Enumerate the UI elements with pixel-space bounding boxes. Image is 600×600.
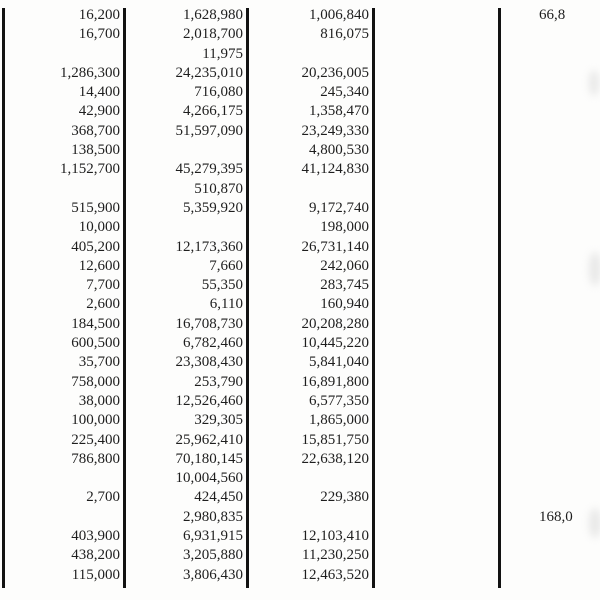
cell-col3: 4,800,530 — [309, 142, 369, 159]
cell-col3: 229,380 — [320, 489, 369, 506]
cell-col4 — [373, 295, 600, 314]
cell-col2: 55,350 — [201, 277, 243, 294]
cell-col4 — [373, 450, 600, 469]
table-row — [0, 64, 600, 83]
cell-col1: 12,600 — [78, 257, 120, 274]
cell-col4 — [373, 315, 600, 334]
table-row — [0, 431, 600, 450]
cell-col2: 6,782,460 — [183, 335, 243, 352]
cell-col4 — [373, 64, 600, 83]
table-row — [0, 566, 600, 585]
cell-col4 — [373, 199, 600, 218]
cell-col3: 22,638,120 — [301, 450, 369, 467]
cell-col4 — [373, 334, 600, 353]
cell-col4 — [373, 102, 600, 121]
cell-col2: 51,597,090 — [175, 122, 243, 139]
cell-col1: 10,000 — [78, 219, 120, 236]
cell-col1: 758,000 — [71, 373, 120, 390]
cell-col4 — [373, 238, 600, 257]
cell-col1 — [0, 469, 123, 488]
cell-col2 — [123, 141, 246, 160]
table-row — [0, 180, 600, 199]
cell-col4 — [373, 141, 600, 160]
cell-col3: 1,006,840 — [309, 7, 369, 23]
cell-col2: 6,110 — [209, 296, 243, 313]
cell-col3: 20,236,005 — [301, 64, 369, 81]
cell-col3: 160,940 — [320, 296, 369, 313]
cell-col4 — [373, 83, 600, 102]
cell-col3: 16,891,800 — [301, 373, 369, 390]
cell-col2: 45,279,395 — [175, 161, 243, 178]
table-row — [0, 83, 600, 102]
cell-col1: 16,200 — [78, 7, 120, 23]
cell-col4 — [373, 276, 600, 295]
cell-col1 — [0, 508, 123, 527]
cell-col3 — [246, 45, 373, 64]
cell-col3: 26,731,140 — [301, 238, 369, 255]
table-row — [0, 25, 600, 44]
table-row — [0, 295, 600, 314]
table-row — [0, 199, 600, 218]
cell-col2: 6,931,915 — [183, 528, 243, 545]
table-row — [0, 45, 600, 64]
cell-col4 — [373, 546, 600, 565]
cell-col2: 1,628,980 — [183, 7, 243, 23]
cell-col3: 15,851,750 — [301, 431, 369, 448]
cell-col1: 786,800 — [71, 450, 120, 467]
cell-col2: 2,980,835 — [183, 508, 243, 525]
cell-col3: 283,745 — [320, 277, 369, 294]
cell-col2: 4,266,175 — [183, 103, 243, 120]
cell-col3: 1,865,000 — [309, 412, 369, 429]
cell-col3: 12,103,410 — [301, 528, 369, 545]
cell-col1: 225,400 — [71, 431, 120, 448]
cell-col3: 12,463,520 — [301, 566, 369, 583]
cell-col4 — [373, 353, 600, 372]
cell-col2: 716,080 — [194, 84, 243, 101]
cell-col1: 368,700 — [71, 122, 120, 139]
cell-col2: 12,173,360 — [175, 238, 243, 255]
cell-col2: 25,962,410 — [175, 431, 243, 448]
cell-col3: 242,060 — [320, 257, 369, 274]
cell-col4 — [373, 122, 600, 141]
cell-col3 — [246, 508, 373, 527]
table-row — [0, 160, 600, 179]
cell-col3: 198,000 — [320, 219, 369, 236]
cell-col4 — [373, 218, 600, 237]
cell-col3: 23,249,330 — [301, 122, 369, 139]
cell-col4 — [373, 373, 600, 392]
table-row — [0, 527, 600, 546]
cell-col3: 11,230,250 — [302, 547, 369, 564]
table-row — [0, 353, 600, 372]
cell-col1: 600,500 — [71, 335, 120, 352]
cell-col4 — [373, 257, 600, 276]
cell-col2: 70,180,145 — [175, 450, 243, 467]
cell-col1: 2,700 — [86, 489, 120, 506]
cell-col2: 329,305 — [194, 412, 243, 429]
cell-col1: 115,000 — [71, 566, 120, 583]
ledger-table-body — [0, 6, 600, 585]
table-row — [0, 122, 600, 141]
cell-col4 — [373, 469, 600, 488]
table-row — [0, 392, 600, 411]
cell-col1: 14,400 — [78, 84, 120, 101]
cell-col1: 2,600 — [86, 296, 120, 313]
cell-col2: 2,018,700 — [183, 26, 243, 43]
cell-col1: 35,700 — [78, 354, 120, 371]
cell-col2: 3,205,880 — [183, 547, 243, 564]
cell-col1: 403,900 — [71, 528, 120, 545]
cell-col4 — [373, 527, 600, 546]
cell-col3: 245,340 — [320, 84, 369, 101]
cell-col1: 16,700 — [78, 26, 120, 43]
cell-col1: 42,900 — [78, 103, 120, 120]
cell-col1: 138,500 — [71, 142, 120, 159]
table-row — [0, 257, 600, 276]
table-row — [0, 450, 600, 469]
cell-col2: 12,526,460 — [175, 392, 243, 409]
cell-col4: 168,0 — [539, 508, 573, 525]
cell-col4 — [373, 45, 600, 64]
table-row — [0, 6, 600, 25]
cell-col2: 10,004,560 — [175, 470, 243, 487]
cell-col4 — [373, 160, 600, 179]
cell-col2 — [123, 218, 246, 237]
cell-col2: 510,870 — [194, 180, 243, 197]
table-row — [0, 141, 600, 160]
cell-col1 — [0, 45, 123, 64]
cell-col4 — [373, 566, 600, 585]
cell-col2: 7,660 — [209, 257, 243, 274]
cell-col1: 438,200 — [71, 547, 120, 564]
cell-col1: 100,000 — [71, 412, 120, 429]
cell-col1: 1,286,300 — [60, 64, 120, 81]
cell-col1: 38,000 — [78, 392, 120, 409]
cell-col3: 6,577,350 — [309, 392, 369, 409]
cell-col1: 515,900 — [71, 199, 120, 216]
cell-col4 — [373, 488, 600, 507]
cell-col1: 1,152,700 — [60, 161, 120, 178]
cell-col4 — [373, 411, 600, 430]
cell-col2: 424,450 — [194, 489, 243, 506]
cell-col1: 7,700 — [86, 277, 120, 294]
cell-col3 — [246, 180, 373, 199]
cell-col2: 23,308,430 — [175, 354, 243, 371]
cell-col2: 253,790 — [194, 373, 243, 390]
cell-col3: 41,124,830 — [301, 161, 369, 178]
table-row — [0, 334, 600, 353]
table-row — [0, 238, 600, 257]
cell-col3: 1,358,470 — [309, 103, 369, 120]
cell-col3: 5,841,040 — [309, 354, 369, 371]
cell-col3: 816,075 — [320, 26, 369, 43]
cell-col2: 16,708,730 — [175, 315, 243, 332]
table-row — [0, 546, 600, 565]
cell-col4: 66,8 — [539, 7, 566, 23]
cell-col3: 20,208,280 — [301, 315, 369, 332]
table-row — [0, 276, 600, 295]
cell-col3: 9,172,740 — [309, 199, 369, 216]
cell-col2: 24,235,010 — [175, 64, 243, 81]
table-row — [0, 373, 600, 392]
cell-col2: 11,975 — [202, 45, 243, 62]
cell-col3: 10,445,220 — [301, 335, 369, 352]
table-row — [0, 488, 600, 507]
cell-col4 — [373, 25, 600, 44]
table-row — [0, 411, 600, 430]
cell-col1: 184,500 — [71, 315, 120, 332]
cell-col4 — [373, 431, 600, 450]
table-row — [0, 508, 600, 527]
table-row — [0, 315, 600, 334]
cell-col4 — [373, 392, 600, 411]
cell-col2: 3,806,430 — [183, 566, 243, 583]
cell-col2: 5,359,920 — [183, 199, 243, 216]
cell-col3 — [246, 469, 373, 488]
cell-col4 — [373, 180, 600, 199]
table-row — [0, 218, 600, 237]
cell-col1 — [0, 180, 123, 199]
table-row — [0, 102, 600, 121]
cell-col1: 405,200 — [71, 238, 120, 255]
table-row — [0, 469, 600, 488]
